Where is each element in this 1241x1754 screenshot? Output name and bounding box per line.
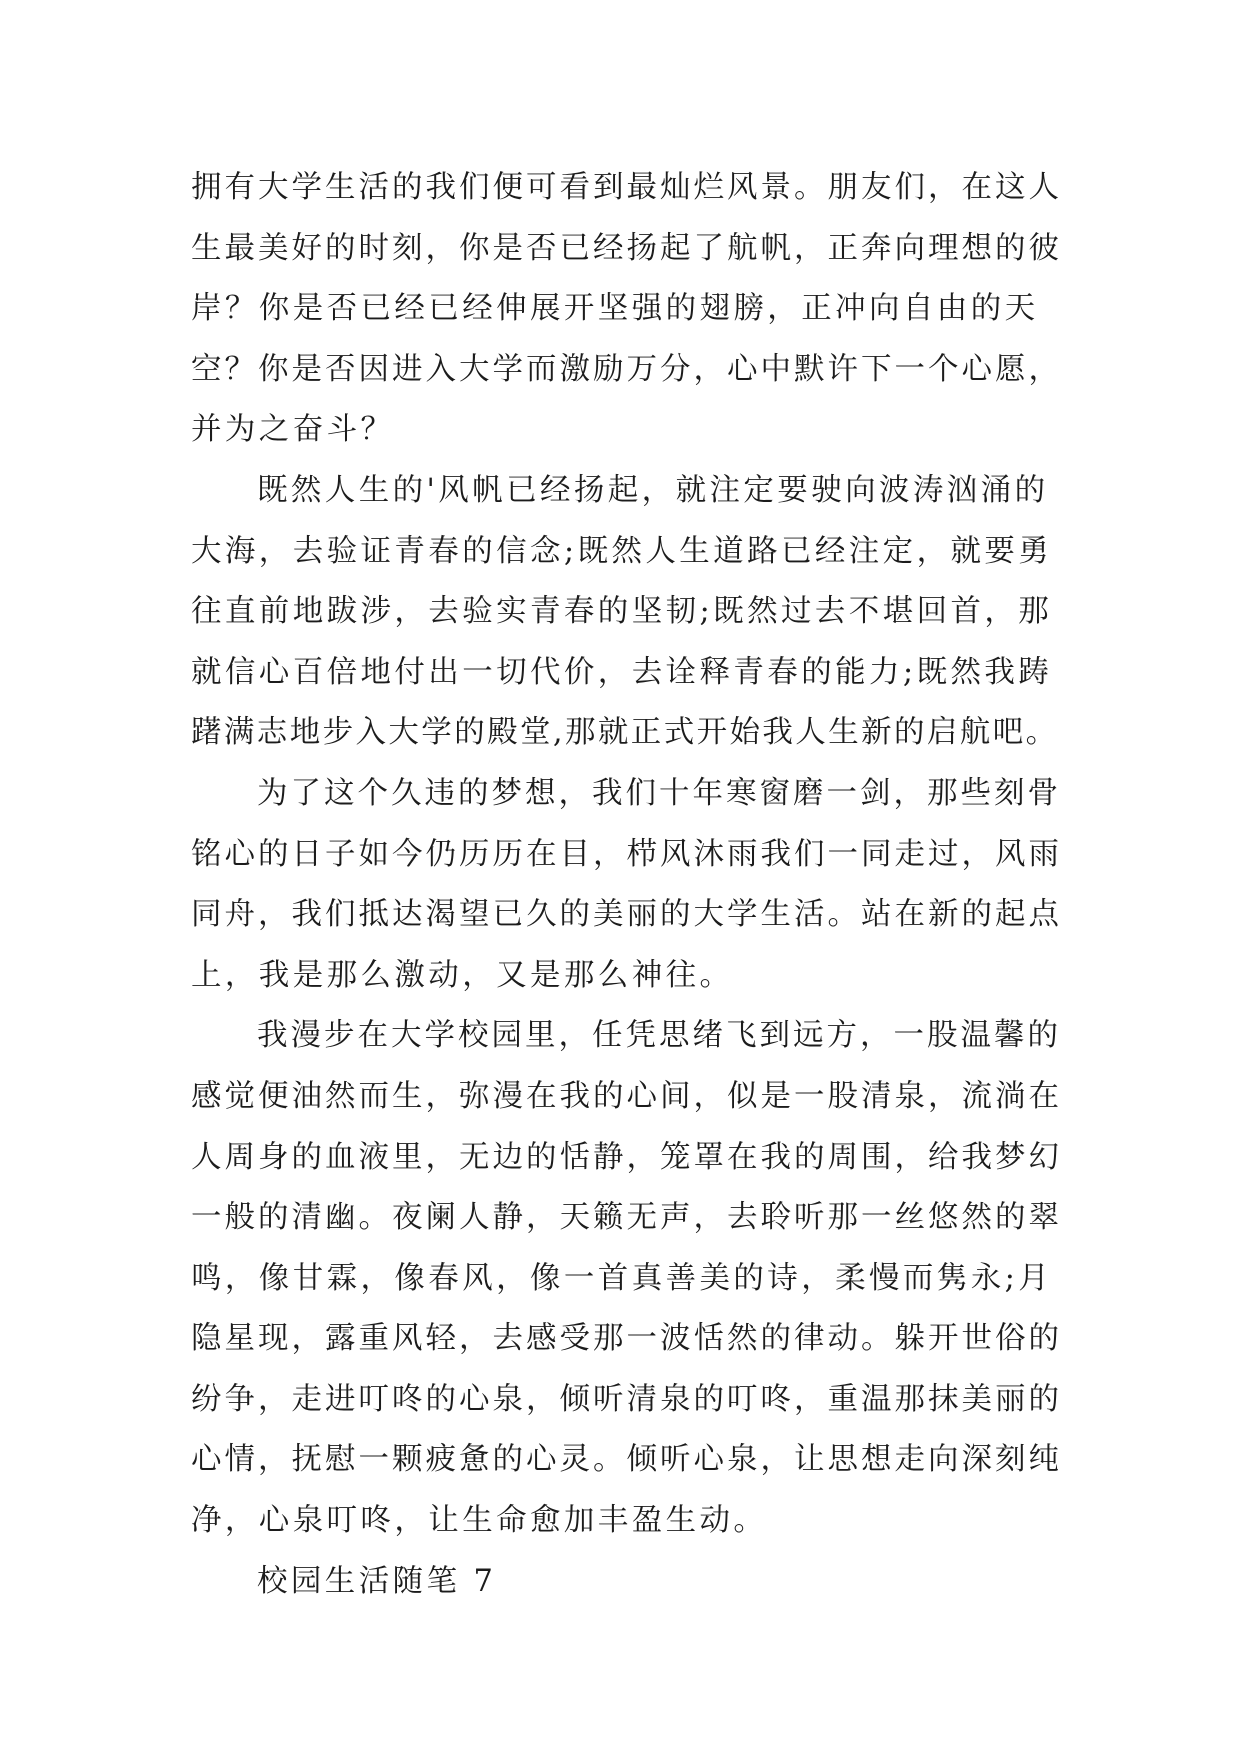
text-line: 隐星现，露重风轻，去感受那一波恬然的律动。躲开世俗的 xyxy=(191,1321,1062,1357)
text-line: 空？你是否因进入大学而激励万分，心中默许下一个心愿， xyxy=(191,351,1062,387)
text-line: 并为之奋斗？ xyxy=(191,412,395,448)
text-line: 纷争，走进叮咚的心泉，倾听清泉的叮咚，重温那抹美丽的 xyxy=(191,1381,1062,1417)
text-line: 人周身的血液里，无边的恬静，笼罩在我的周围，给我梦幻 xyxy=(191,1139,1062,1175)
text-line: 感觉便油然而生，弥漫在我的心间，似是一股清泉，流淌在 xyxy=(191,1078,1062,1114)
text-line: 生最美好的时刻，你是否已经扬起了航帆，正奔向理想的彼 xyxy=(191,230,1062,266)
paragraph-start-line: 我漫步在大学校园里，任凭思绪飞到远方，一股温馨的 xyxy=(257,1018,1061,1054)
text-line: 就信心百倍地付出一切代价，去诠释青春的能力;既然我踌 xyxy=(191,654,1053,690)
text-line: 心情，抚慰一颗疲惫的心灵。倾听心泉，让思想走向深刻纯 xyxy=(191,1442,1062,1478)
paragraph-start-line: 既然人生的'风帆已经扬起，就注定要驶向波涛汹涌的 xyxy=(257,472,1049,508)
text-line: 上，我是那么激动，又是那么神往。 xyxy=(191,957,734,993)
text-line: 大海，去验证青春的信念;既然人生道路已经注定，就要勇 xyxy=(191,533,1053,569)
text-line: 躇满志地步入大学的殿堂,那就正式开始我人生新的启航吧。 xyxy=(191,715,1059,751)
text-line: 岸？你是否已经已经伸展开坚强的翅膀，正冲向自由的天 xyxy=(191,291,1039,327)
text-line: 一般的清幽。夜阑人静，天籁无声，去聆听那一丝悠然的翠 xyxy=(191,1200,1062,1236)
text-line: 鸣，像甘霖，像春风，像一首真善美的诗，柔慢而隽永;月 xyxy=(191,1260,1053,1296)
text-line: 同舟，我们抵达渴望已久的美丽的大学生活。站在新的起点 xyxy=(191,897,1062,933)
paragraph-start-line: 为了这个久违的梦想，我们十年寒窗磨一剑，那些刻骨 xyxy=(257,775,1061,811)
text-line: 净，心泉叮咚，让生命愈加丰盈生动。 xyxy=(191,1503,768,1539)
text-line: 铭心的日子如今仍历历在目，栉风沐雨我们一同走过，风雨 xyxy=(191,836,1062,872)
text-line: 拥有大学生活的我们便可看到最灿烂风景。朋友们，在这人 xyxy=(191,170,1062,205)
text-line: 往直前地跋涉，去验实青春的坚韧;既然过去不堪回首，那 xyxy=(191,594,1053,630)
body-text xyxy=(191,158,1061,1612)
section-heading: 校园生活随笔 7 xyxy=(257,1563,497,1599)
